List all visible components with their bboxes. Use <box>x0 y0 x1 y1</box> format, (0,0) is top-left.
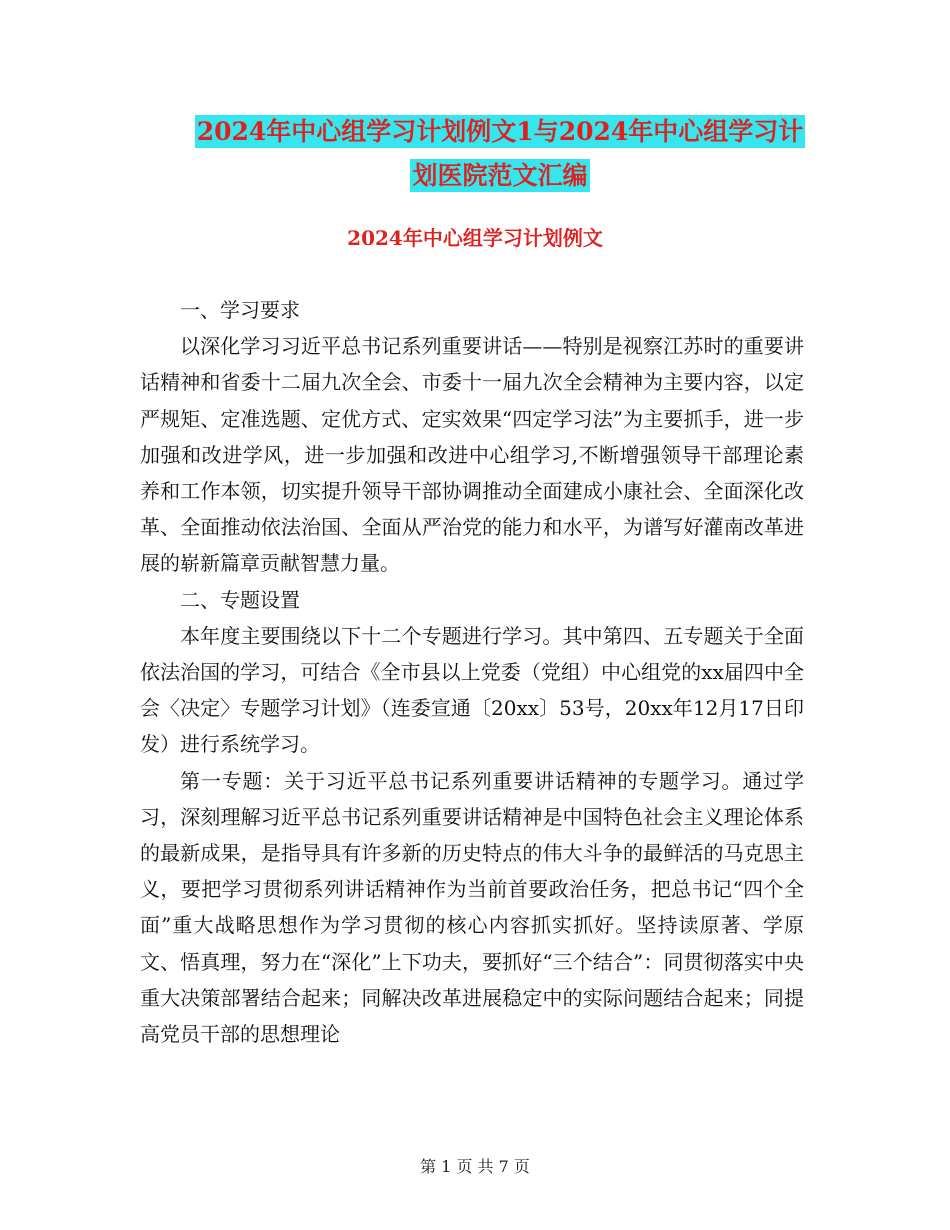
paragraph-study-requirements: 以深化学习习近平总书记系列重要讲话——特别是视察江苏时的重要讲话精神和省委十二届九次全会、市委十一届九次全会精神为主要内容，以定严规矩、定准选题、定优方式、定实效果“四定学习法”为主要抓手，进一步加强和改进学风，进一步加强和改进中心组学习,不断增强领导干部理论素养和工作本领，切实提升领导干部协调推动全面建成小康社会、全面深化改革、全面推动依法治国、全面从严治党的能力和水平，为谱写好灌南改革进展的崭新篇章贡献智慧力量。 <box>140 334 804 576</box>
document-title-line-2 <box>120 152 880 200</box>
document-title-line-1 <box>120 108 880 156</box>
page-footer: 第 1 页 共 7 页 <box>420 1157 530 1176</box>
document-title-line-2-text: 划医院范文汇编 <box>412 161 588 190</box>
paragraph-first-topic: 第一专题：关于习近平总书记系列重要讲话精神的专题学习。通过学习，深刻理解习近平总书记系列重要讲话精神是中国特色社会主义理论体系的最新成果，是指导具有许多新的历史特点的伟大斗争的最鲜活的马克思主义，要把学习贯彻系列讲话精神作为当前首要政治任务，把总书记“四个全面”重大战略思想作为学习贯彻的核心内容抓实抓好。坚持读原著、学原文、悟真理，努力在“深化”上下功夫，要抓好“三个结合”：同贯彻落实中央重大决策部署结合起来；同解决改革进展稳定中的实际问题结合起来；同提高党员干部的思想理论 <box>140 768 804 1047</box>
section-title: 2024年中心组学习计划例文 <box>347 226 603 250</box>
heading-topic-settings: 二、专题设置 <box>180 587 300 612</box>
document-title-line-1-text: 2024年中心组学习计划例文1与2024年中心组学习计 <box>196 117 804 146</box>
paragraph-topic-settings: 本年度主要围绕以下十二个专题进行学习。其中第四、五专题关于全面依法治国的学习，可结合《全市县以上党委（党组）中心组党的xx届四中全会〈决定〉专题学习计划》（连委宣通〔20xx〕53号，20xx年12月17日印发）进行系统学习。 <box>140 623 804 757</box>
heading-study-requirements: 一、学习要求 <box>180 298 300 322</box>
document-body <box>140 292 804 1052</box>
